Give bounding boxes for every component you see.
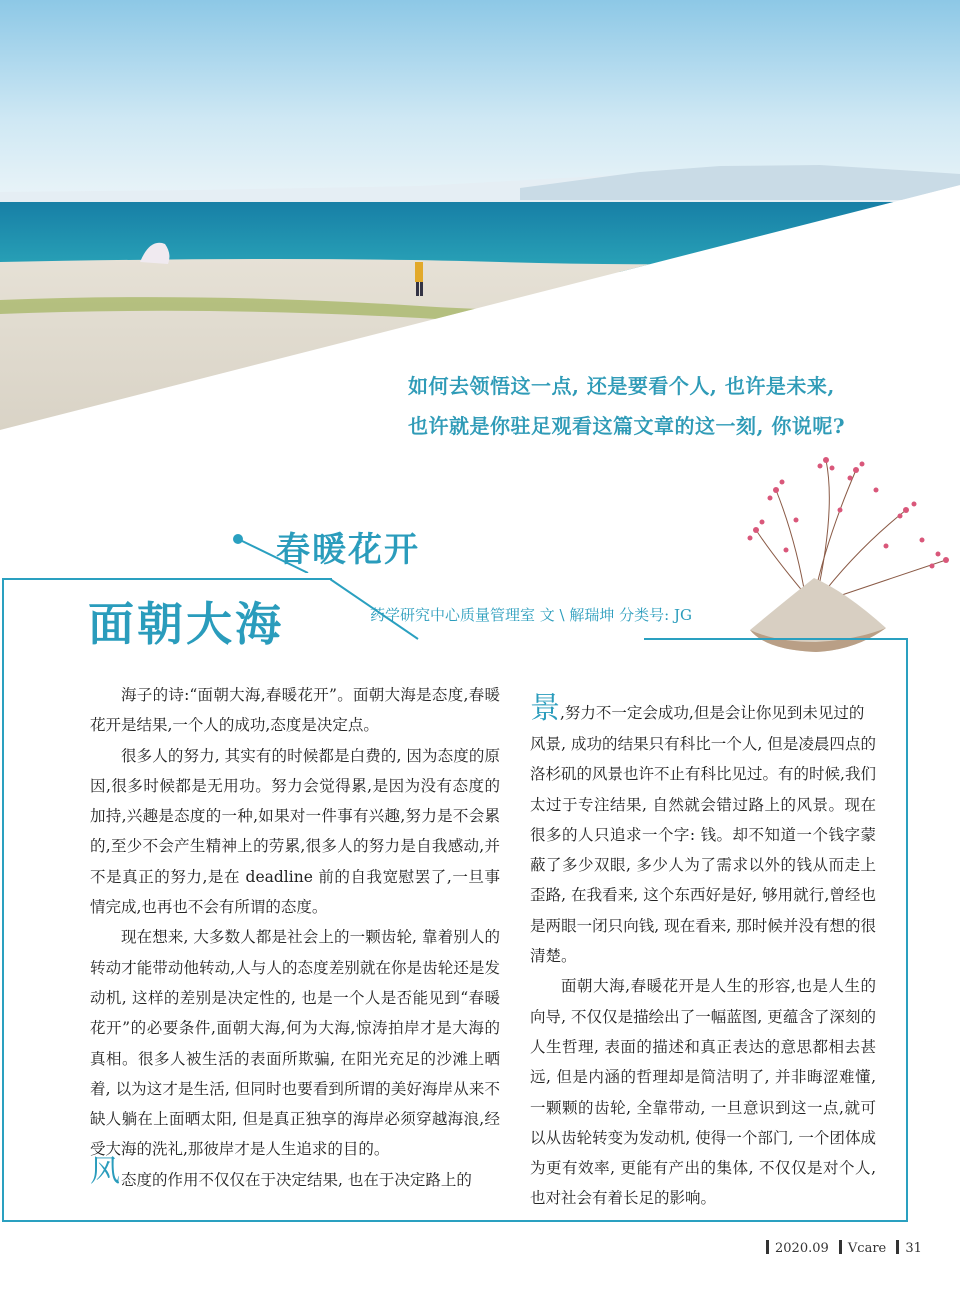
frame-line-top-right [644, 638, 908, 640]
footer-divider [839, 1240, 842, 1254]
pull-quote [408, 366, 845, 446]
paragraph: 海子的诗:“面朝大海,春暖花开”。面朝大海是态度,春暖花开是结果,一个人的成功,态度是决定点。 [90, 686, 500, 735]
pull-quote-line-2: 也许就是你驻足观看这篇文章的这一刻, 你说呢? [408, 414, 846, 438]
article-subtitle: 春暖花开 [276, 530, 420, 570]
issue-date: 2020.09 [775, 1241, 829, 1256]
article-byline: 药学研究中心质量管理室 文 \ 解瑞坤 分类号: JG [370, 606, 692, 624]
footer-divider [896, 1240, 899, 1254]
frame-line-top [2, 578, 332, 580]
paragraph: 态度的作用不仅仅在于决定结果, 也在于决定路上的 [121, 1170, 472, 1189]
pull-quote-line-1: 如何去领悟这一点, 还是要看个人, 也许是未来, [408, 374, 835, 398]
page-footer [760, 1240, 922, 1256]
article-column-left [90, 680, 500, 1195]
emphasis-character-wind: 风 [90, 1154, 120, 1189]
paragraph: 现在想来, 大多数人都是社会上的一颗齿轮, 靠着别人的转动才能带动他转动,人与人的态度差别就在你是齿轮还是发动机, 这样的差别是决定性的, 也是一个人是否能见到“春暖花开”的必要条件,面朝大海,何为大海,惊涛拍岸才是大海的真相。很多人被生活的表面所欺骗, 在阳光充足的沙滩上晒着, 以为这才是生活, 但同时也要看到所谓的美好海岸从来不缺人躺在上面晒太阳, 但是真正独享的海岸必须穿越海浪,经受大海的洗礼,那彼岸才是人生追求的目的。 [90, 928, 500, 1159]
frame-line-right [906, 638, 908, 1222]
magazine-name: Vcare [847, 1241, 887, 1256]
paragraph: 风景, 成功的结果只有科比一个人, 但是凌晨四点的洛杉矶的风景也许不止有科比见过。有的时候,我们太过于专注结果, 自然就会错过路上的风景。现在很多的人只追求一个字: 钱。却不知道一个钱字蒙蔽了多少双眼, 多少人为了需求以外的钱从而走上歪路, 在我看来, 这个东西好是好, 够用就行,曾经也是两眼一闭只向钱, 现在看来, 那时候并没有想的很清楚。 [530, 735, 876, 966]
footer-divider [766, 1240, 769, 1254]
paragraph: 很多人的努力, 其实有的时候都是白费的, 因为态度的原因,很多时候都是无用功。努力会觉得累,是因为没有态度的加持,兴趣是态度的一种,如果对一件事有兴趣,努力是不会累的,至少不会产生精神上的劳累,很多人的努力是自我感动,并不是真正的努力,是在 deadline 前的自我宽慰罢了,一旦事情完成,也再也不会有所谓的态度。 [90, 746, 500, 917]
article-title: 面朝大海 [88, 597, 284, 651]
frame-line-bottom [2, 1220, 908, 1222]
emphasis-character-scene: 景 [530, 691, 560, 726]
frame-line-left [2, 578, 4, 1222]
page-number: 31 [905, 1241, 922, 1256]
paragraph-first-line: ,努力不一定会成功,但是会让你见到未见过的 [560, 704, 865, 722]
paragraph: 面朝大海,春暖花开是人生的形容,也是人生的向导, 不仅仅是描绘出了一幅蓝图, 更蕴含了深刻的人生哲理, 表面的描述和真正表达的意思都相去甚远, 但是内涵的哲理却是简洁明了, 并非晦涩难懂, 一颗颗的齿轮, 全靠带动, 一旦意识到这一点,就可以从齿轮转变为发动机, 使得一个部门, 一个团体成为更有效率, 更能有产出的集体, 不仅仅是对个人,也对社会有着长足的影响。 [530, 977, 876, 1208]
paragraph [530, 689, 876, 729]
flower-vase-image [736, 450, 960, 660]
article-column-right [530, 689, 876, 1214]
